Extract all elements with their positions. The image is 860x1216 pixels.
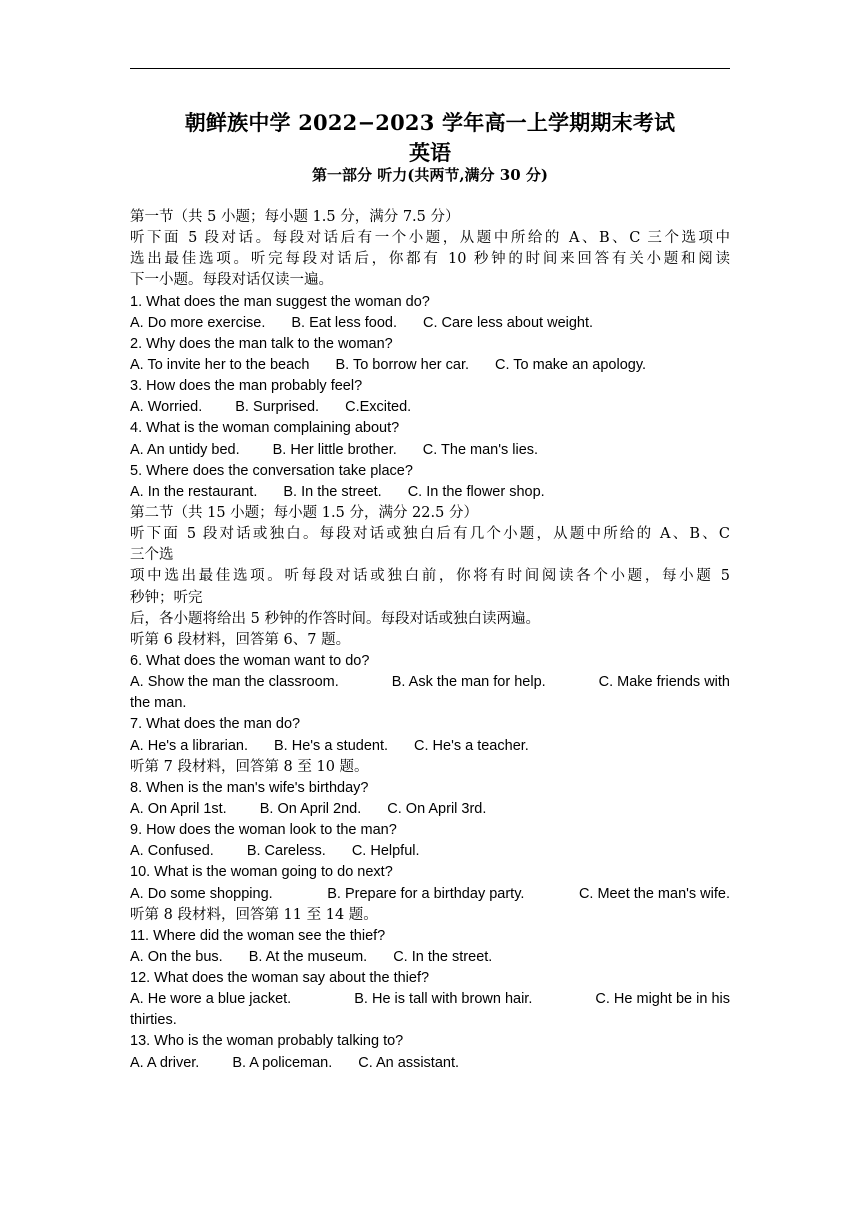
options-row <box>130 736 730 757</box>
options-row <box>130 355 730 376</box>
option-c: C. An assistant. <box>358 1054 460 1071</box>
option-c: C. Helpful. <box>351 843 420 860</box>
option-b: B. Careless. <box>246 843 326 860</box>
option-a: A. On the bus. <box>130 948 223 965</box>
instruction-line: 项中选出最佳选项。听每段对话或独白前，你将有时间阅读各个小题，每小题 5 <box>130 568 730 585</box>
question-stem: 11. Where did the woman see the thief? <box>130 927 386 944</box>
instruction-line: 三个选 <box>130 547 174 564</box>
question-stem: 5. Where does the conversation take place? <box>130 462 413 479</box>
option-a: A. In the restaurant. <box>130 483 258 500</box>
option-continuation: thirties. <box>130 1012 177 1029</box>
question-stem: 1. What does the man suggest the woman do? <box>130 293 430 310</box>
option-c: C. In the street. <box>393 948 493 965</box>
option-b: B. Her little brother. <box>272 441 397 458</box>
options-row <box>130 947 730 968</box>
question-stem: 9. How does the woman look to the man? <box>130 822 397 839</box>
question-stem: 2. Why does the man talk to the woman? <box>130 335 393 352</box>
option-c: C. In the flower shop. <box>407 483 545 500</box>
part-heading: 第一部分 听力(共两节,满分 30 分) <box>312 166 548 184</box>
option-a: A. A driver. <box>130 1054 200 1071</box>
option-c: C. He's a teacher. <box>414 737 529 754</box>
option-b: B. He is tall with brown hair. <box>354 991 533 1008</box>
option-a: A. Show the man the classroom. <box>130 674 339 691</box>
option-b: B. Surprised. <box>235 399 320 416</box>
instruction-line: 听下面 5 段对话或独白。每段对话或独白后有几个小题，从题中所给的 A、B、C <box>130 526 730 543</box>
options-row <box>130 989 730 1010</box>
option-a: A. Worried. <box>130 399 203 416</box>
options-row <box>130 397 730 418</box>
section-heading: 第二节（共 15 小题；每小题 1.5 分，满分 22.5 分） <box>130 504 478 521</box>
question-stem: 4. What is the woman complaining about? <box>130 420 400 437</box>
option-a: A. An untidy bed. <box>130 441 240 458</box>
subject-title: 英语 <box>409 140 451 165</box>
options-row <box>130 313 730 334</box>
options-row <box>130 1053 730 1074</box>
option-b: B. On April 2nd. <box>259 800 362 817</box>
question-stem: 6. What does the woman want to do? <box>130 652 370 669</box>
question-stem: 7. What does the man do? <box>130 716 301 733</box>
options-row <box>130 799 730 820</box>
header-rule <box>130 68 730 69</box>
options-row <box>130 672 730 693</box>
question-stem: 3. How does the man probably feel? <box>130 378 363 395</box>
option-a: A. Do more exercise. <box>130 314 266 331</box>
exam-title: 朝鲜族中学 2022−2023 学年高一上学期期末考试 <box>184 110 676 135</box>
option-b: B. Prepare for a birthday party. <box>327 885 525 902</box>
options-row <box>130 841 730 862</box>
option-c: C. To make an apology. <box>495 356 647 373</box>
question-stem: 8. When is the man's wife's birthday? <box>130 779 369 796</box>
option-c: C. Care less about weight. <box>422 314 594 331</box>
option-c: C.Excited. <box>345 399 412 416</box>
option-b: B. A policeman. <box>232 1054 333 1071</box>
option-b: B. Eat less food. <box>291 314 397 331</box>
exam-body <box>130 207 730 1074</box>
question-stem: 13. Who is the woman probably talking to? <box>130 1033 404 1050</box>
option-continuation: the man. <box>130 695 187 712</box>
options-row <box>130 884 730 905</box>
option-b: B. To borrow her car. <box>335 356 470 373</box>
options-row <box>130 482 730 503</box>
instruction-line: 下一小题。每段对话仅读一遍。 <box>130 272 333 289</box>
option-c: C. Make friends with <box>598 674 730 691</box>
option-c: C. Meet the man's wife. <box>578 885 730 902</box>
question-stem: 12. What does the woman say about the thief? <box>130 970 430 987</box>
option-a: A. Do some shopping. <box>130 885 273 902</box>
instruction-line: 选出最佳选项。听完每段对话后，你都有 10 秒钟的时间来回答有关小题和阅读 <box>130 251 730 268</box>
option-b: B. At the museum. <box>248 948 368 965</box>
option-a: A. He's a librarian. <box>130 737 249 754</box>
option-b: B. In the street. <box>283 483 382 500</box>
instruction-line: 后，各小题将给出 5 秒钟的作答时间。每段对话或独白读两遍。 <box>130 610 540 627</box>
option-a: A. To invite her to the beach <box>130 356 310 373</box>
section-heading: 第一节（共 5 小题；每小题 1.5 分，满分 7.5 分） <box>130 209 460 225</box>
option-b: B. He's a student. <box>274 737 389 754</box>
options-row <box>130 440 730 461</box>
instruction-line: 秒钟；听完 <box>130 589 203 606</box>
material-heading: 听第 7 段材料，回答第 8 至 10 题。 <box>130 758 369 775</box>
option-a: A. Confused. <box>130 843 214 860</box>
option-c: C. The man's lies. <box>422 441 539 458</box>
option-b: B. Ask the man for help. <box>391 674 546 691</box>
material-heading: 听第 8 段材料，回答第 11 至 14 题。 <box>130 906 378 923</box>
material-heading: 听第 6 段材料，回答第 6、7 题。 <box>130 631 351 648</box>
option-c: C. He might be in his <box>595 991 730 1008</box>
option-a: A. On April 1st. <box>130 800 227 817</box>
question-stem: 10. What is the woman going to do next? <box>130 864 393 881</box>
option-c: C. On April 3rd. <box>387 800 487 817</box>
option-a: A. He wore a blue jacket. <box>130 991 292 1008</box>
instruction-line: 听下面 5 段对话。每段对话后有一个小题，从题中所给的 A、B、C 三个选项中 <box>130 230 730 247</box>
